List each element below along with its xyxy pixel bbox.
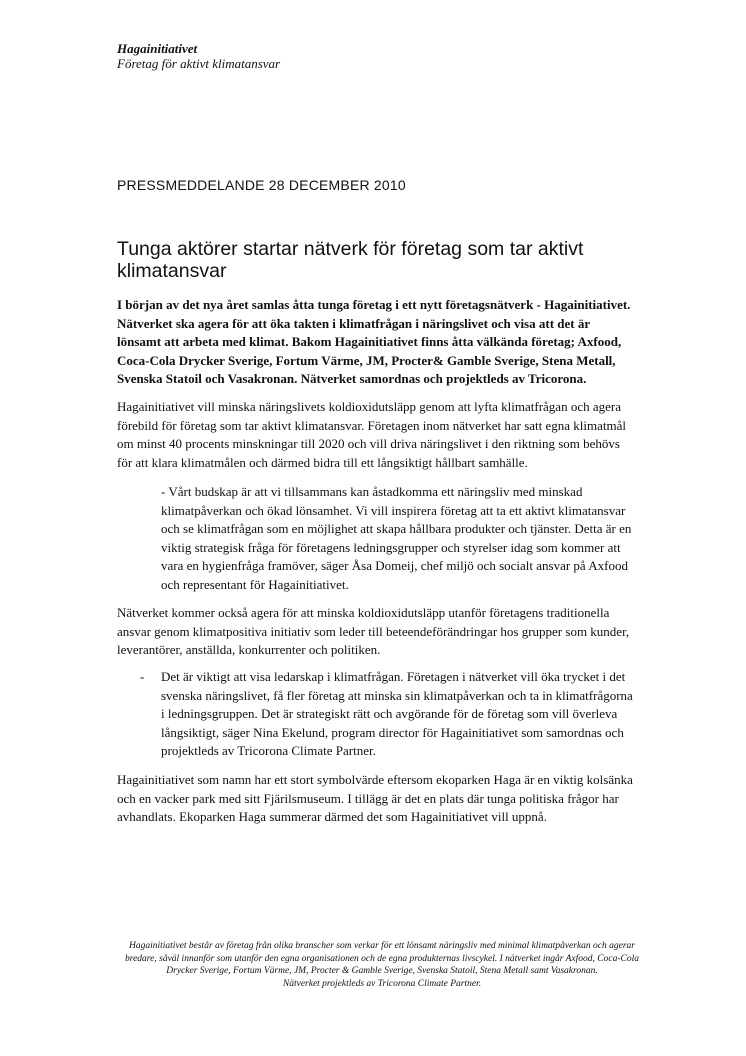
quote-paragraph-1: - Vårt budskap är att vi tillsammans kan åstadkomma ett näringsliv med minskad klimatpåverkan och ökad lönsamhet. Vi vill inspirera företag att ta ett aktivt klimatansvar och se klimatfrågan som en möjlighet att skapa hållbara produkter och tjänster. Detta är en viktig strategisk fråga för företagens ledningsgrupper och styrelser idag som kommer att vara en hygienfråga framöver, säger Åsa Domeij, chef miljö och socialt ansvar på Axfood och representant för Hagainitiativet. — [161, 484, 632, 592]
lead-paragraph: I början av det nya året samlas åtta tunga företag i ett nytt företagsnätverk - Hagainitiativet. Nätverket ska agera för att öka takten i klimatfrågan i näringslivet och visa att det är lönsamt att arbeta med klimat. Bakom Hagainitiativet finns åtta välkända företag; Axfood, Coca-Cola Drycker Sverige, Fortum Värme, JM, Procter& Gamble Sverige, Stena Metall, Svenska Statoil och Vasakronan. Nätverket samordnas och projektleds av Tricorona. — [117, 297, 631, 386]
letterhead — [117, 41, 280, 71]
footer-line-2: Nätverket projektleds av Tricorona Climate Partner. — [282, 978, 482, 989]
press-release-label: PRESSMEDDELANDE 28 DECEMBER 2010 — [117, 177, 406, 193]
body-paragraph-3: Hagainitiativet som namn har ett stort symbolvärde eftersom ekoparken Haga är en viktig kolsänka och en vacker park med sitt Fjärilsmuseum. I tillägg är det en plats där tunga politiska frågor har avhandlats. Ekoparken Haga summerar därmed det som Hagainitiativet vill uppnå. — [117, 772, 633, 824]
footer — [117, 940, 647, 990]
quote-dash: - — [140, 669, 145, 684]
org-tagline: Företag för aktivt klimatansvar — [117, 56, 281, 71]
quote-paragraph-2: Det är viktigt att visa ledarskap i klimatfrågan. Företagen i nätverket vill öka trycket i det svenska näringslivet, få fler företag att minska sin klimatpåverkan och ta in klimatfrågorna i ledningsgruppen. Det är strategiskt rätt och avgörande för de företag som vill överleva långsiktigt, säger Nina Ekelund, program director för Hagainitiativet som samordnas och projektleds av Tricorona Climate Partner. — [161, 669, 633, 758]
org-name: Hagainitiativet — [117, 41, 198, 56]
footer-text: Hagainitiativet består av företag från olika branscher som verkar för ett lönsamt näringsliv med minimal klimatpåverkan och agerar bredare, såväl innanför som utanför den egna organisationen och de egna produkternas livscykel. I nätverket ingår Axfood, Coca-Cola Drycker Sverige, Fortum Värme, JM, Procter & Gamble Sverige, Svenska Statoil, Stena Metall samt Vasakronan. — [125, 941, 639, 977]
body-paragraph-1: Hagainitiativet vill minska näringslivets koldioxidutsläpp genom att lyfta klimatfrågan och agera förebild för företag som tar aktivt klimatansvar. Företagen inom nätverket har satt egna klimatmål om minst 40 procents minskningar till 2020 och vill driva näringslivet i den riktning som behövs för att klara klimatmålen och därmed bidra till ett långsiktigt hållbart samhälle. — [117, 399, 627, 470]
press-release-title: Tunga aktörer startar nätverk för företag som tar aktivt klimatansvar — [117, 238, 584, 282]
body-paragraph-2: Nätverket kommer också agera för att minska koldioxidutsläpp utanför företagens traditionella ansvar genom klimatpositiva initiativ som leder till beteendeförändringar hos grupper som kunder, leverantörer, anställda, konkurrenter och politiken. — [117, 605, 630, 657]
